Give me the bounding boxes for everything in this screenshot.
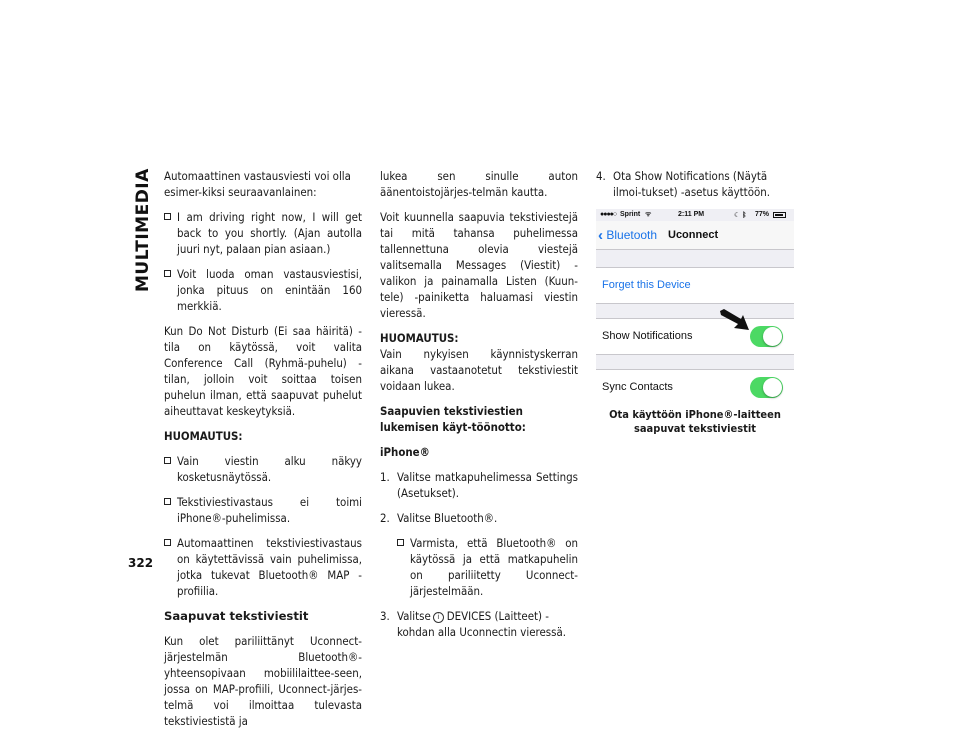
step-item <box>380 608 578 640</box>
text-column-3 <box>596 168 794 209</box>
figure-caption: Ota käyttöön iPhone®-laitteen saapuvat tekstiviestit <box>609 408 781 435</box>
battery-percentage: 77% <box>755 211 770 218</box>
battery-icon <box>773 212 786 218</box>
sync-contacts-cell <box>596 369 794 401</box>
text-column-1 <box>164 168 362 738</box>
info-icon: i <box>433 612 444 623</box>
wifi-icon: ᯤ <box>645 211 652 218</box>
note-bullet: Tekstiviestivastaus ei toimi iPhone®-puhelimissa. <box>164 494 362 526</box>
signal-icon: ●●●●○ <box>600 211 617 218</box>
nav-title: Uconnect <box>668 229 719 241</box>
intro-paragraph: Automaattinen vastausviesti voi olla esimer-kiksi seuraavanlainen: <box>164 169 351 199</box>
forget-device-cell[interactable] <box>596 267 794 304</box>
step-text: Valitse Bluetooth®. <box>397 511 498 525</box>
step-text: DEVICES (Laitteet) -kohdan alla Uconnectin vieressä. <box>397 609 566 639</box>
do-not-disturb-paragraph: Kun Do Not Disturb (Ei saa häiritä) -tila on käytössä, voit valita Conference Call (Ryhmä-puhelu) -tilan, jolloin voit soittaa toisen puhelun ilman, että saapuvat puhelut aiheuttavat keskeytyksiä. <box>164 324 362 418</box>
show-notifications-cell <box>596 318 794 355</box>
carrier-name: Sprint <box>620 211 641 218</box>
section-heading: Saapuvat tekstiviestit <box>164 609 309 623</box>
show-notifications-toggle[interactable] <box>750 326 783 347</box>
step-text: Ota Show Notifications (Näytä ilmoi-tukset) -asetus käyttöön. <box>613 169 770 199</box>
iphone-heading: iPhone® <box>380 445 430 459</box>
step-number: 3. <box>380 609 390 623</box>
continuation-paragraph: lukea sen sinulle auton äänentoistojärjes-telmän kautta. <box>380 169 578 199</box>
step-number: 1. <box>380 470 390 484</box>
step-text: Valitse <box>397 609 431 623</box>
bullet-item: Voit luoda oman vastausviestisi, jonka pituus on enintään 160 merkkiä. <box>164 266 362 314</box>
incoming-messages-paragraph: Kun olet pariliittänyt Uconnect-järjestelmän Bluetooth®-yhteensopivaan mobiililaittee-seen, jossa on MAP-profiili, Uconnect-järjes-telmä voi ilmoittaa tulevasta tekstiviestistä ja <box>164 634 362 728</box>
note-bullet: Vain viestin alku näkyy kosketusnäytössä. <box>164 453 362 485</box>
note-heading: HUOMAUTUS: <box>380 331 459 345</box>
step-number: 4. <box>596 169 606 183</box>
sub-bullet: Varmista, että Bluetooth® on käytössä ja että matkapuhelin on pariliitetty Uconnect-järjestelmään. <box>397 535 578 599</box>
iphone-settings-screenshot <box>596 209 794 401</box>
arrow-pointer-icon <box>720 309 750 331</box>
note-text: Vain nykyisen käynnistyskerran aikana vastaanotetut tekstiviestit voidaan lukea. <box>380 347 578 393</box>
text-column-2 <box>380 168 578 649</box>
chevron-left-icon: ‹ <box>598 227 603 244</box>
enable-reading-heading: Saapuvien tekstiviestien lukemisen käyt-töönotto: <box>380 404 526 434</box>
section-title-sidebar: MULTIMEDIA <box>133 168 153 292</box>
note-heading: HUOMAUTUS: <box>164 429 243 443</box>
step-number: 2. <box>380 511 390 525</box>
step-text: Valitse matkapuhelimessa Settings (Asetukset). <box>397 470 578 500</box>
moon-bluetooth-icon: ☾ ᛒ <box>734 212 747 219</box>
toggle-knob <box>763 378 782 397</box>
forget-device-label: Forget this Device <box>602 279 691 291</box>
step-item <box>380 469 578 501</box>
step-item <box>596 168 794 200</box>
step-item <box>380 510 578 526</box>
back-button[interactable] <box>598 227 657 244</box>
status-time: 2:11 PM <box>678 211 705 218</box>
back-label: Bluetooth <box>606 228 658 242</box>
page-number: 322 <box>128 556 154 570</box>
listen-paragraph: Voit kuunnella saapuvia tekstiviestejä tai mitä tahansa puhelimessa tallennettuna olevia viestejä valitsemalla Messages (Viestit) -valikon ja painamalla Listen (Kuun-tele) -painiketta haluamasi viestin vieressä. <box>380 210 578 320</box>
bullet-item: I am driving right now, I will get back to you shortly. (Ajan autolla juuri nyt, palaan pian asiaan.) <box>164 209 362 257</box>
sync-contacts-label: Sync Contacts <box>602 381 673 393</box>
sync-contacts-toggle[interactable] <box>750 377 783 398</box>
status-bar <box>596 209 794 221</box>
navigation-bar <box>596 221 794 250</box>
note-bullet: Automaattinen tekstiviestivastaus on käytettävissä vain puhelimissa, jotka tukevat Bluetooth® MAP -profiilia. <box>164 535 362 599</box>
show-notifications-label: Show Notifications <box>602 330 693 342</box>
toggle-knob <box>763 327 782 346</box>
